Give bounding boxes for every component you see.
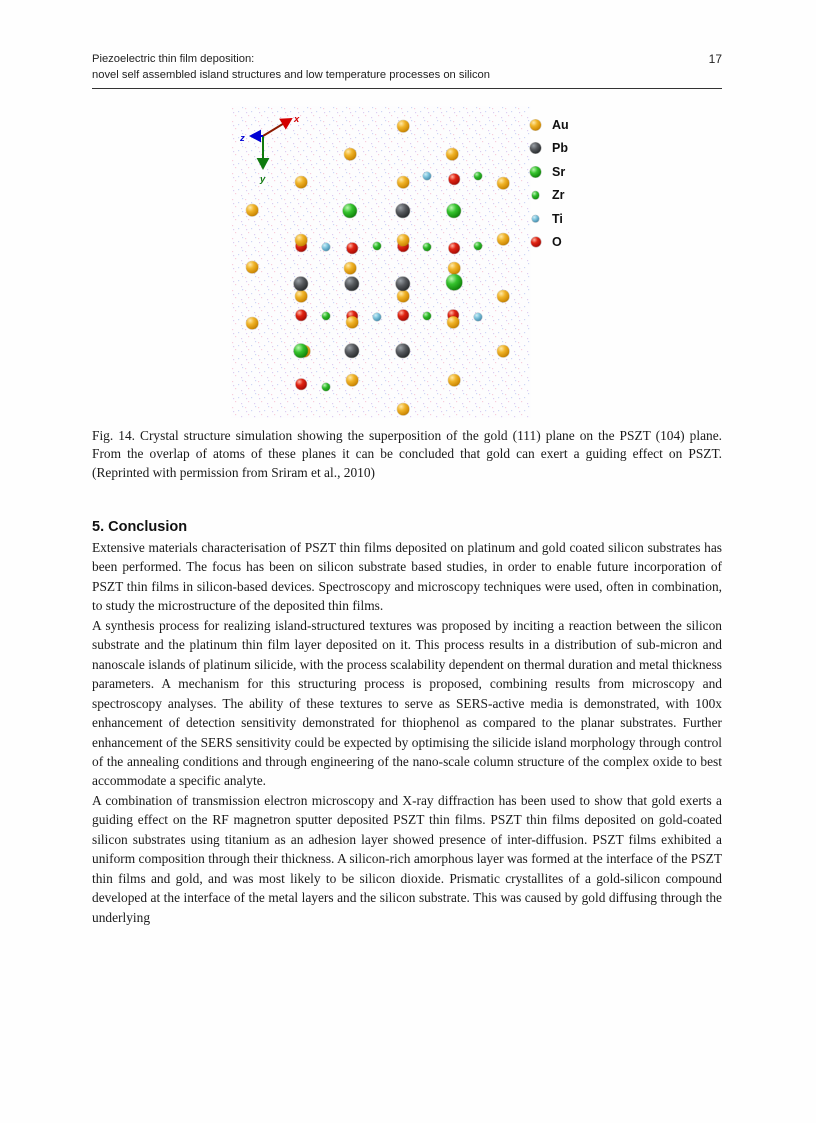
atom-o	[347, 243, 358, 254]
axis-line-x	[263, 119, 291, 136]
legend-swatch-zr-icon	[532, 192, 540, 200]
atom-au	[346, 316, 358, 328]
atom-au	[446, 148, 458, 160]
atom-au	[397, 403, 409, 415]
legend-label-au: Au	[552, 117, 569, 132]
atom-zr	[474, 242, 482, 250]
figure-legend	[530, 113, 600, 254]
legend-swatch-ti-icon	[532, 215, 540, 223]
atom-au	[295, 290, 307, 302]
paragraph: Extensive materials characterisation of PSZT thin films deposited on platinum and gold coated silicon substrates has been performed. The focus has been on silicon substrate based studies, in order to enable future incorporation of PSZT thin films in silicon-based devices. Spectroscopy and microscopy techniques were used, often in combination, to study the microstructure of the deposited thin films.	[92, 540, 722, 614]
legend-label-ti: Ti	[552, 211, 563, 226]
legend-swatch-pb-icon	[530, 143, 541, 154]
atom-zr	[373, 242, 381, 250]
running-head	[92, 52, 722, 83]
figure-caption: Fig. 14. Crystal structure simulation showing the superposition of the gold (111) plane on the PSZT (104) plane. From the overlap of atoms of these planes it can be concluded that gold can exert a guiding effect on PSZT. (Reprinted with permission from Sriram et al., 2010)	[92, 428, 722, 480]
atom-au	[497, 177, 509, 189]
figure-14	[231, 106, 531, 418]
atom-ti	[423, 172, 431, 180]
conclusion-body-text	[92, 538, 722, 927]
atom-au	[397, 234, 409, 246]
atom-au	[346, 374, 358, 386]
atom-au	[246, 317, 258, 329]
legend-swatch-o-icon	[531, 237, 541, 247]
legend-row-zr	[530, 184, 600, 208]
legend-row-ti	[530, 207, 600, 231]
atom-sr	[446, 274, 462, 290]
atom-au	[246, 204, 258, 216]
atom-o	[296, 310, 307, 321]
axis-label-y: y	[260, 174, 266, 185]
legend-row-sr	[530, 160, 600, 184]
atom-au	[397, 290, 409, 302]
legend-row-au	[530, 113, 600, 137]
atom-zr	[322, 312, 330, 320]
atom-au	[295, 234, 307, 246]
legend-row-pb	[530, 137, 600, 161]
legend-label-pb: Pb	[552, 141, 568, 156]
atom-ti	[322, 243, 330, 251]
paragraph: A synthesis process for realizing island-structured textures was proposed by inciting a reaction between the silicon substrate and the platinum thin film layer deposited on it. This process results in a distribution of sub-micron and nanoscale islands of platinum silicide, with the process scalability dependent on thermal duration and metal thickness parameters. A mechanism for this structuring process is proposed, combining results from microscopy and spectroscopy analyses. The ability of these textures to serve as SERS-active media is demonstrated, with 100x enhancement of detection sensitivity demonstrated for thiophenol as compared to the planar substrates. Further enhancement of the SERS sensitivity could be expected by optimising the silicide island morphology through control of the annealing conditions and through engineering of the nano-scale column structure of the complex oxide to best accommodate a specific analyte.	[92, 617, 722, 789]
legend-row-o	[530, 231, 600, 255]
axis-label-x: x	[294, 114, 300, 125]
atom-au	[448, 262, 460, 274]
atom-o	[398, 310, 409, 321]
atom-zr	[474, 172, 482, 180]
atom-au	[397, 176, 409, 188]
running-head-line-2: novel self assembled island structures and low temperature processes on silicon	[92, 68, 490, 81]
atom-ti	[373, 313, 381, 321]
legend-label-zr: Zr	[552, 188, 565, 203]
running-head-line-1: Piezoelectric thin film deposition:	[92, 53, 255, 65]
paragraph: A combination of transmission electron microscopy and X-ray diffraction has been used to show that gold exerts a guiding effect on the RF magnetron sputter deposited PSZT thin films. PSZT thin films deposited on gold-coated silicon substrates using titanium as an adhesion layer showed presence of inter-diffusion. PSZT films exhibited a uniform composition through their thickness. A silicon-rich amorphous layer was formed at the interface of the PSZT thin films and gold, and was most likely to be silicon dioxide. Prismatic crystallites of a gold-silicon compound developed at the interface of the metal layers and the silicon substrate. This was caused by gold diffusing through the underlying	[92, 792, 722, 925]
atom-zr	[423, 243, 431, 251]
atom-au	[246, 261, 258, 273]
atom-au	[344, 262, 356, 274]
legend-label-o: O	[552, 235, 562, 250]
atom-ti	[474, 313, 482, 321]
page-number: 17	[708, 52, 722, 66]
atom-au	[497, 290, 509, 302]
atom-au	[448, 374, 460, 386]
atom-zr	[322, 383, 330, 391]
header-divider-rule	[92, 88, 722, 89]
atom-au	[497, 345, 509, 357]
legend-label-sr: Sr	[552, 164, 566, 179]
atom-au	[397, 120, 409, 132]
crystal-structure-canvas	[231, 106, 531, 418]
atom-o	[449, 174, 460, 185]
axis-label-z: z	[240, 133, 245, 144]
atom-au	[497, 233, 509, 245]
atom-au	[447, 316, 459, 328]
atom-au	[344, 148, 356, 160]
atom-o	[296, 379, 307, 390]
atom-o	[449, 243, 460, 254]
atom-au	[295, 176, 307, 188]
legend-swatch-au-icon	[530, 119, 541, 130]
section-heading-conclusion: 5. Conclusion	[92, 519, 188, 536]
legend-swatch-sr-icon	[530, 166, 541, 177]
atom-zr	[423, 312, 431, 320]
